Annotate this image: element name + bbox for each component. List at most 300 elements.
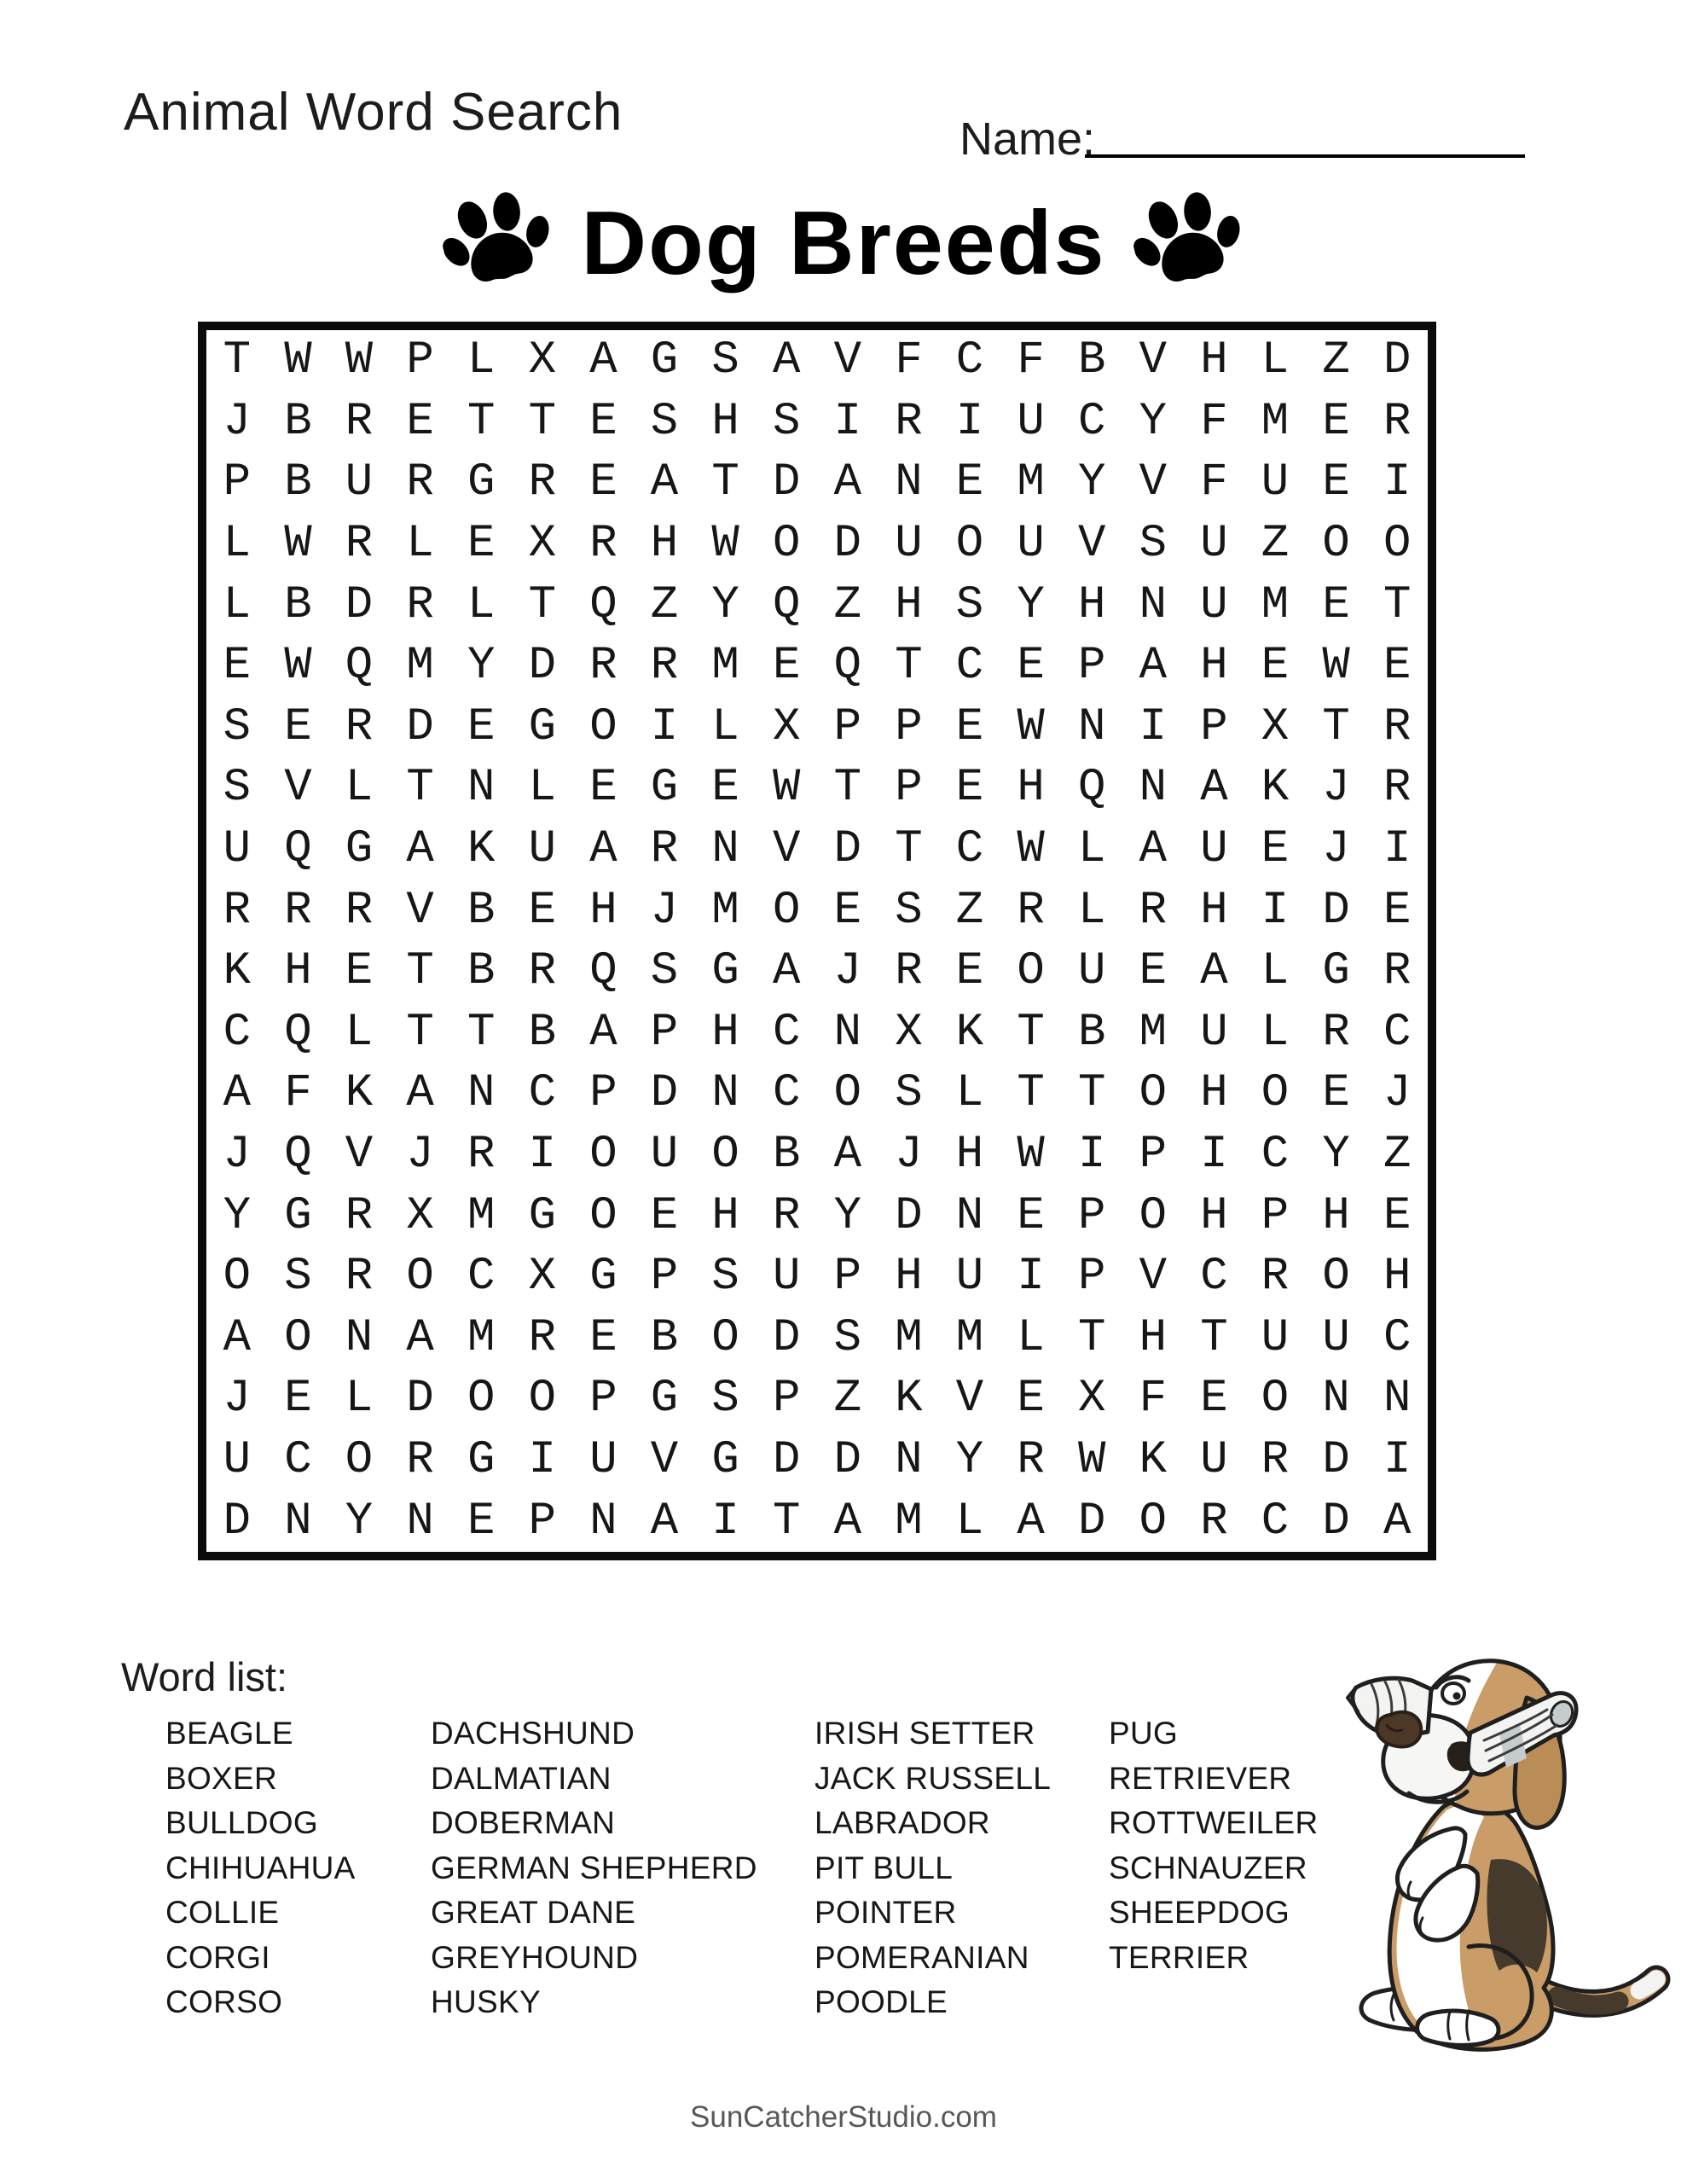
grid-letter: W (1077, 1434, 1106, 1487)
grid-letter: R (406, 1434, 434, 1487)
grid-letter: V (406, 884, 434, 937)
page-title: Animal Word Search (124, 83, 623, 142)
grid-letter: D (1322, 1495, 1350, 1548)
grid-letter: K (345, 1067, 374, 1120)
grid-letter: H (1017, 762, 1045, 815)
grid-letter: E (650, 1189, 679, 1242)
grid-letter: X (528, 518, 556, 571)
grid-letter: G (345, 823, 374, 876)
grid-letter: T (711, 456, 739, 509)
grid-letter: O (1322, 1251, 1350, 1304)
word-list-item: POINTER (815, 1895, 957, 1930)
grid-letter: E (589, 762, 617, 815)
grid-letter: S (955, 578, 984, 631)
grid-letter: E (1383, 884, 1412, 937)
grid-letter: O (589, 700, 617, 753)
grid-letter: O (284, 1311, 312, 1364)
grid-letter: U (589, 1434, 617, 1487)
grid-letter: O (772, 518, 801, 571)
grid-letter: P (895, 762, 923, 815)
grid-letter: P (406, 334, 434, 387)
grid-letter: N (1383, 1373, 1412, 1426)
grid-letter: L (1261, 334, 1290, 387)
grid-letter: H (895, 1251, 923, 1304)
grid-letter: R (406, 578, 434, 631)
grid-letter: N (467, 1067, 496, 1120)
grid-letter: T (223, 334, 251, 387)
grid-letter: G (528, 700, 556, 753)
grid-letter: R (1139, 884, 1167, 937)
grid-letter: E (1017, 1189, 1045, 1242)
word-list-item: CORSO (165, 1984, 283, 2019)
grid-letter: U (1017, 395, 1045, 448)
grid-letter: A (406, 823, 434, 876)
grid-letter: Y (833, 1189, 861, 1242)
grid-letter: A (1139, 640, 1167, 693)
grid-letter: P (772, 1373, 801, 1426)
grid-letter: S (711, 334, 739, 387)
grid-letter: Z (833, 578, 861, 631)
grid-letter: D (650, 1067, 679, 1120)
grid-letter: F (1139, 1373, 1167, 1426)
grid-letter: L (345, 1006, 374, 1059)
grid-letter: S (711, 1251, 739, 1304)
grid-letter: P (1261, 1189, 1290, 1242)
grid-letter: S (1139, 518, 1167, 571)
grid-letter: O (711, 1129, 739, 1182)
grid-letter: U (1017, 518, 1045, 571)
grid-letter: M (1261, 578, 1290, 631)
grid-letter: Q (345, 640, 374, 693)
grid-letter: N (711, 823, 739, 876)
grid-letter: X (1077, 1373, 1106, 1426)
grid-letter: E (467, 700, 496, 753)
grid-letter: S (833, 1311, 861, 1364)
grid-letter: I (833, 395, 861, 448)
grid-letter: E (1200, 1373, 1228, 1426)
grid-letter: L (1077, 823, 1106, 876)
paw-print-icon (443, 191, 553, 295)
grid-letter: N (955, 1189, 984, 1242)
grid-letter: Z (1322, 334, 1350, 387)
grid-letter: M (895, 1311, 923, 1364)
grid-letter: U (650, 1129, 679, 1182)
grid-letter: O (833, 1067, 861, 1120)
grid-letter: P (1139, 1129, 1167, 1182)
grid-letter: R (1383, 395, 1412, 448)
grid-letter: T (1322, 700, 1350, 753)
grid-letter: I (1383, 456, 1412, 509)
grid-letter: Y (955, 1434, 984, 1487)
grid-letter: T (406, 762, 434, 815)
grid-letter: F (284, 1067, 312, 1120)
grid-letter: R (772, 1189, 801, 1242)
grid-letter: E (955, 456, 984, 509)
grid-letter: D (833, 823, 861, 876)
name-label: Name: (959, 113, 1096, 165)
grid-letter: H (1139, 1311, 1167, 1364)
grid-letter: O (711, 1311, 739, 1364)
grid-letter: U (1200, 1434, 1228, 1487)
grid-letter: U (1200, 1006, 1228, 1059)
grid-letter: N (833, 1006, 861, 1059)
grid-letter: K (1261, 762, 1290, 815)
grid-letter: U (223, 823, 251, 876)
grid-letter: D (772, 1311, 801, 1364)
paw-print-icon (1134, 191, 1244, 295)
grid-letter: A (589, 334, 617, 387)
grid-letter: T (1017, 1006, 1045, 1059)
grid-letter: V (955, 1373, 984, 1426)
grid-letter: N (589, 1495, 617, 1548)
word-list-item: COLLIE (165, 1895, 280, 1930)
grid-letter: R (1017, 1434, 1045, 1487)
grid-letter: P (650, 1251, 679, 1304)
grid-letter: J (223, 1129, 251, 1182)
grid-letter: R (345, 884, 374, 937)
grid-letter: T (895, 823, 923, 876)
grid-letter: P (833, 1251, 861, 1304)
grid-letter: C (955, 823, 984, 876)
grid-letter: X (895, 1006, 923, 1059)
grid-letter: I (650, 700, 679, 753)
grid-letter: N (895, 456, 923, 509)
grid-letter: I (1077, 1129, 1106, 1182)
grid-letter: X (1261, 700, 1290, 753)
grid-letter: E (467, 518, 496, 571)
letter-grid (206, 330, 1428, 1552)
grid-letter: Y (1139, 395, 1167, 448)
grid-letter: N (895, 1434, 923, 1487)
grid-letter: Q (833, 640, 861, 693)
grid-letter: L (1261, 1006, 1290, 1059)
grid-letter: H (589, 884, 617, 937)
grid-letter: W (1322, 640, 1350, 693)
grid-letter: E (223, 640, 251, 693)
grid-letter: D (895, 1189, 923, 1242)
word-list-item: ROTTWEILER (1109, 1805, 1319, 1840)
grid-letter: W (772, 762, 801, 815)
grid-letter: Z (833, 1373, 861, 1426)
grid-letter: G (650, 762, 679, 815)
grid-letter: P (1077, 1251, 1106, 1304)
grid-letter: E (467, 1495, 496, 1548)
grid-letter: M (1261, 395, 1290, 448)
grid-letter: F (1200, 395, 1228, 448)
grid-letter: T (772, 1495, 801, 1548)
grid-letter: H (895, 578, 923, 631)
grid-letter: E (528, 884, 556, 937)
grid-letter: R (895, 945, 923, 998)
grid-letter: L (1261, 945, 1290, 998)
grid-letter: W (1017, 700, 1045, 753)
grid-letter: N (345, 1311, 374, 1364)
grid-letter: M (955, 1311, 984, 1364)
grid-letter: D (1077, 1495, 1106, 1548)
grid-letter: M (895, 1495, 923, 1548)
grid-letter: R (528, 1311, 556, 1364)
grid-letter: C (1383, 1311, 1412, 1364)
dog-front-bottom-foot (1417, 2011, 1499, 2045)
grid-letter: N (284, 1495, 312, 1548)
grid-letter: S (895, 884, 923, 937)
word-list-item: IRISH SETTER (815, 1716, 1035, 1751)
grid-letter: D (833, 518, 861, 571)
grid-letter: O (345, 1434, 374, 1487)
grid-letter: B (284, 456, 312, 509)
grid-letter: E (833, 884, 861, 937)
grid-letter: U (895, 518, 923, 571)
grid-letter: O (1139, 1495, 1167, 1548)
grid-letter: H (1200, 884, 1228, 937)
word-list-item: BULLDOG (165, 1805, 318, 1840)
grid-letter: A (589, 823, 617, 876)
grid-letter: S (650, 395, 679, 448)
grid-letter: I (528, 1434, 556, 1487)
grid-letter: P (833, 700, 861, 753)
grid-letter: R (467, 1129, 496, 1182)
grid-letter: D (345, 578, 374, 631)
grid-letter: O (1261, 1067, 1290, 1120)
grid-letter: A (772, 334, 801, 387)
grid-letter: O (1017, 945, 1045, 998)
grid-letter: A (650, 456, 679, 509)
grid-letter: E (1017, 1373, 1045, 1426)
grid-letter: A (833, 1129, 861, 1182)
grid-letter: O (1383, 518, 1412, 571)
grid-letter: G (650, 334, 679, 387)
grid-letter: W (345, 334, 374, 387)
grid-letter: E (1322, 395, 1350, 448)
grid-letter: V (284, 762, 312, 815)
grid-letter: C (528, 1067, 556, 1120)
grid-letter: Q (284, 1129, 312, 1182)
grid-letter: M (711, 640, 739, 693)
grid-letter: L (955, 1495, 984, 1548)
grid-letter: F (1200, 456, 1228, 509)
grid-letter: A (1017, 1495, 1045, 1548)
grid-letter: L (223, 578, 251, 631)
grid-letter: M (467, 1189, 496, 1242)
word-list-column (165, 1711, 431, 2025)
grid-letter: C (1200, 1251, 1228, 1304)
grid-letter: E (345, 945, 374, 998)
grid-letter: L (345, 1373, 374, 1426)
grid-letter: Z (650, 578, 679, 631)
grid-letter: R (650, 823, 679, 876)
word-list-item: PIT BULL (815, 1850, 954, 1885)
grid-letter: P (528, 1495, 556, 1548)
grid-letter: G (589, 1251, 617, 1304)
grid-letter: U (528, 823, 556, 876)
grid-letter: Q (589, 578, 617, 631)
puzzle-title-row (0, 179, 1687, 307)
grid-letter: P (1077, 1189, 1106, 1242)
word-list-item: DALMATIAN (431, 1760, 612, 1796)
grid-letter: K (223, 945, 251, 998)
grid-letter: P (895, 700, 923, 753)
grid-letter: L (1077, 884, 1106, 937)
grid-letter: R (1322, 1006, 1350, 1059)
grid-letter: T (1200, 1311, 1228, 1364)
word-list-item: POMERANIAN (815, 1939, 1029, 1975)
grid-letter: B (467, 945, 496, 998)
grid-letter: R (406, 456, 434, 509)
grid-letter: J (833, 945, 861, 998)
grid-letter: Y (1322, 1129, 1350, 1182)
grid-letter: K (467, 823, 496, 876)
grid-letter: Y (1017, 578, 1045, 631)
grid-letter: H (1200, 640, 1228, 693)
footer-credit: SunCatcherStudio.com (690, 2100, 997, 2134)
grid-letter: B (528, 1006, 556, 1059)
grid-letter: Q (284, 823, 312, 876)
grid-letter: K (955, 1006, 984, 1059)
grid-letter: N (711, 1067, 739, 1120)
grid-letter: H (1200, 1189, 1228, 1242)
grid-letter: E (1139, 945, 1167, 998)
grid-letter: V (772, 823, 801, 876)
grid-letter: Q (284, 1006, 312, 1059)
grid-letter: O (223, 1251, 251, 1304)
grid-letter: U (1077, 945, 1106, 998)
grid-letter: T (1383, 578, 1412, 631)
grid-letter: L (467, 334, 496, 387)
grid-letter: B (1077, 334, 1106, 387)
grid-letter: T (467, 395, 496, 448)
grid-letter: D (833, 1434, 861, 1487)
grid-letter: T (833, 762, 861, 815)
grid-letter: X (772, 700, 801, 753)
grid-letter: R (589, 640, 617, 693)
grid-letter: U (955, 1251, 984, 1304)
grid-letter: B (284, 578, 312, 631)
grid-letter: S (223, 700, 251, 753)
grid-letter: G (528, 1189, 556, 1242)
grid-letter: D (528, 640, 556, 693)
grid-letter: Q (772, 578, 801, 631)
grid-letter: H (1077, 578, 1106, 631)
grid-letter: N (1077, 700, 1106, 753)
grid-letter: C (467, 1251, 496, 1304)
grid-letter: T (895, 640, 923, 693)
grid-letter: N (1322, 1373, 1350, 1426)
grid-letter: U (345, 456, 374, 509)
grid-letter: Y (1077, 456, 1106, 509)
grid-letter: G (711, 1434, 739, 1487)
grid-letter: R (345, 395, 374, 448)
grid-letter: H (284, 945, 312, 998)
grid-letter: R (895, 395, 923, 448)
grid-letter: B (650, 1311, 679, 1364)
grid-letter: G (467, 456, 496, 509)
grid-letter: O (589, 1129, 617, 1182)
grid-letter: H (711, 1189, 739, 1242)
grid-letter: D (223, 1495, 251, 1548)
grid-letter: E (589, 395, 617, 448)
grid-letter: O (589, 1189, 617, 1242)
grid-letter: V (1139, 456, 1167, 509)
grid-letter: J (406, 1129, 434, 1182)
grid-letter: W (284, 640, 312, 693)
grid-letter: D (1383, 334, 1412, 387)
grid-letter: E (284, 1373, 312, 1426)
grid-letter: W (711, 518, 739, 571)
grid-letter: I (711, 1495, 739, 1548)
grid-letter: I (955, 395, 984, 448)
grid-letter: A (1383, 1495, 1412, 1548)
grid-letter: Z (955, 884, 984, 937)
grid-letter: Z (1261, 518, 1290, 571)
grid-letter: A (406, 1067, 434, 1120)
word-list-item: LABRADOR (815, 1805, 990, 1840)
grid-letter: R (1200, 1495, 1228, 1548)
grid-letter: U (1200, 823, 1228, 876)
grid-letter: L (528, 762, 556, 815)
beagle-dog-illustration (1322, 1614, 1676, 2058)
grid-letter: C (1261, 1495, 1290, 1548)
grid-letter: V (1077, 518, 1106, 571)
grid-letter: C (772, 1006, 801, 1059)
grid-letter: O (1261, 1373, 1290, 1426)
grid-letter: L (467, 578, 496, 631)
grid-letter: R (1383, 762, 1412, 815)
grid-letter: D (406, 1373, 434, 1426)
grid-letter: D (1322, 884, 1350, 937)
grid-letter: V (345, 1129, 374, 1182)
word-list-columns (165, 1711, 1319, 2025)
grid-letter: L (1017, 1311, 1045, 1364)
grid-letter: T (1017, 1067, 1045, 1120)
word-list-item: HUSKY (431, 1984, 541, 2019)
word-list-item: PUG (1109, 1716, 1179, 1751)
grid-letter: S (895, 1067, 923, 1120)
word-list-column (815, 1711, 1109, 2025)
grid-letter: E (1322, 1067, 1350, 1120)
grid-letter: U (223, 1434, 251, 1487)
grid-letter: C (284, 1434, 312, 1487)
word-list-item: CHIHUAHUA (165, 1850, 356, 1885)
grid-letter: C (955, 334, 984, 387)
grid-letter: C (223, 1006, 251, 1059)
grid-letter: Q (589, 945, 617, 998)
grid-letter: J (1322, 823, 1350, 876)
grid-letter: T (528, 578, 556, 631)
grid-letter: H (711, 1006, 739, 1059)
grid-letter: I (1383, 1434, 1412, 1487)
grid-letter: O (528, 1373, 556, 1426)
grid-letter: H (1322, 1189, 1350, 1242)
grid-letter: H (1383, 1251, 1412, 1304)
grid-letter: W (284, 334, 312, 387)
grid-letter: T (467, 1006, 496, 1059)
word-list-column (431, 1711, 815, 2025)
grid-letter: L (711, 700, 739, 753)
grid-letter: G (711, 945, 739, 998)
grid-letter: T (406, 1006, 434, 1059)
grid-letter: R (345, 700, 374, 753)
word-list-item: GREYHOUND (431, 1939, 639, 1975)
grid-letter: A (223, 1067, 251, 1120)
word-list-column (1109, 1711, 1319, 2025)
word-list-item: BOXER (165, 1760, 278, 1796)
grid-letter: A (1200, 945, 1228, 998)
grid-letter: H (955, 1129, 984, 1182)
grid-letter: O (772, 884, 801, 937)
grid-letter: E (589, 456, 617, 509)
grid-letter: P (589, 1373, 617, 1426)
grid-letter: R (223, 884, 251, 937)
